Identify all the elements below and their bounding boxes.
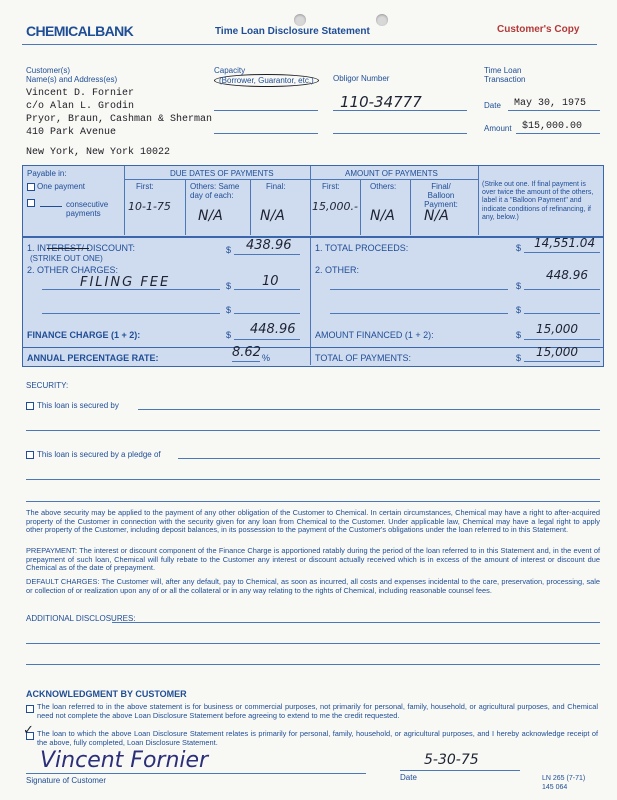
disclosure-line [26, 664, 600, 665]
other-charge-line [42, 313, 220, 314]
capacity-options: (Borrower, Guarantor, etc.) [214, 74, 319, 87]
security-line [26, 479, 600, 480]
signature-line [26, 773, 366, 774]
customer-address-2: Pryor, Braun, Cashman & Sherman [26, 114, 213, 125]
column-divider [410, 179, 411, 235]
pledge-line [178, 458, 600, 459]
header-divider [124, 179, 478, 180]
amount-line [516, 133, 600, 134]
final-date-label: Final: [266, 182, 286, 191]
customer-address-3: 410 Park Avenue [26, 127, 117, 138]
interest-amount: 438.96 [246, 238, 292, 253]
total-proceeds-label: 1. TOTAL PROCEEDS: [315, 243, 409, 253]
column-divider [360, 179, 361, 235]
capacity-label: Capacity [214, 66, 246, 75]
transaction-label: Transaction [484, 75, 526, 84]
date-line [508, 110, 600, 111]
prepayment-paragraph: PREPAYMENT: The interest or discount component of the Finance Charge is apportioned ratably during the period of the loan referred to in this Statement and, in the event of prepayment of such loan, Chemical will fully rebate to the Customer any interest or discount actually received which is in excess of the amount of interest or discount due Chemical as of the date of prepayment. [26, 546, 600, 573]
column-divider [478, 166, 479, 235]
finance-charge-amount: 448.96 [250, 322, 296, 337]
dollar-sign: $ [516, 305, 522, 315]
default-charges-paragraph: DEFAULT CHARGES: The Customer will, after any default, pay to Chemical, as soon as incurred, all costs and expenses incidental to the care, preservation, processing, sale or collection of or realization upon any of or all the collateral or in any way relating to the rights of Chemical, including reasonable counsel fees. [26, 577, 600, 595]
security-label: SECURITY: [26, 381, 69, 390]
disclosure-line [26, 643, 600, 644]
column-divider [185, 179, 186, 235]
dollar-sign: $ [226, 330, 232, 340]
other-charge-amount-line [234, 313, 300, 314]
obligor-number: 110-34777 [340, 93, 422, 111]
bank-logo: CHEMICALBANK [26, 23, 134, 39]
security-paragraph: The above security may be applied to the payment of any other obligation of the Customer to Chemical. In certain circumstances, Chemical may have a right to after-acquired property of the Customer in connection with the security given for any loan from Chemical to the Customer. Under applicable law, Chemical may have a legal right to apply other property of the Customer, including deposit balances, in its possession to the payment of the Customer's obligations under the loan referred to in this Statement. [26, 508, 600, 535]
total-proceeds-amount: 14,551.04 [534, 236, 596, 250]
header-rule [22, 44, 597, 45]
filing-fee-amount: 10 [262, 274, 279, 289]
date-signed-label: Date [400, 773, 417, 782]
secured-by-label: This loan is secured by [37, 401, 119, 410]
apr-line [232, 361, 260, 362]
customer-address-label: Name(s) and Address(es) [26, 75, 118, 84]
final-amount: N/A [424, 208, 449, 224]
total-payments-amount: 15,000 [536, 345, 578, 359]
check-mark-icon: ✓ [23, 723, 34, 738]
obligor-label: Obligor Number [333, 74, 390, 83]
personal-purpose-paragraph: The loan to which the above Loan Disclosure Statement relates is primarily for personal, family, household, or agricultural purposes, and I hereby acknowledge receipt of the above, fully completed, Loan Disclosure Statement. [37, 729, 598, 747]
transaction-date: May 30, 1975 [514, 98, 587, 109]
filing-fee-text: FILING FEE [80, 275, 171, 290]
secured-by-checkbox[interactable] [26, 402, 34, 410]
others-amount-label: Others: [370, 182, 397, 191]
total-payments-label: TOTAL OF PAYMENTS: [315, 353, 412, 363]
payable-in-label: Payable in: [27, 169, 67, 178]
business-purpose-checkbox[interactable] [26, 705, 34, 713]
capacity-line [214, 110, 318, 111]
security-line [26, 501, 600, 502]
other-charges-label: 2. OTHER CHARGES: [27, 265, 119, 275]
other-label: 2. OTHER: [315, 265, 360, 275]
column-divider [124, 166, 125, 235]
amount-financed-label: AMOUNT FINANCED (1 + 2): [315, 330, 434, 340]
other-line [330, 289, 508, 290]
column-divider [310, 166, 311, 235]
additional-disclosures-label: ADDITIONAL DISCLOSURES: [26, 614, 136, 623]
dollar-sign: $ [226, 305, 232, 315]
others-amount: N/A [370, 208, 395, 224]
signature-date: 5-30-75 [424, 752, 479, 768]
consecutive-count-line [40, 206, 62, 207]
total-payments-line [524, 361, 600, 362]
final-due-date: N/A [260, 208, 285, 224]
punch-hole [294, 14, 306, 26]
security-line [26, 430, 600, 431]
signature-label: Signature of Customer [26, 776, 107, 785]
first-amount: 15,000.- [312, 200, 358, 213]
apr-unit: % [262, 353, 271, 363]
due-dates-header: DUE DATES OF PAYMENTS [170, 169, 274, 178]
filing-fee-amount-line [234, 289, 300, 290]
first-due-date: 10-1-75 [128, 200, 171, 213]
amount-label: Amount [484, 124, 512, 133]
final-balloon-label: Final/ Balloon Payment: [424, 182, 458, 209]
apr-value: 8.62 [232, 345, 261, 360]
pledge-label: This loan is secured by a pledge of [37, 450, 161, 459]
total-proceeds-line [524, 252, 600, 253]
acknowledgment-title: ACKNOWLEDGMENT BY CUSTOMER [26, 689, 187, 699]
form-code: 145 064 [542, 784, 568, 791]
customer-signature: Vincent Fornier [40, 748, 209, 773]
others-due-date: N/A [198, 208, 223, 224]
secured-by-line [138, 409, 600, 410]
business-purpose-paragraph: The loan referred to in the above statement is for business or commercial purposes, not primarily for personal, family, household, or agricultural purposes, and Chemical need not complete the above Loan Disclosure Statement before agreeing to extend to me the credit requested. [37, 702, 598, 720]
consecutive-payments-label: consecutive payments [66, 200, 109, 218]
dollar-sign: $ [226, 281, 232, 291]
obligor-line [333, 133, 467, 134]
first-date-label: First: [136, 182, 154, 191]
dollar-sign: $ [516, 243, 522, 253]
capacity-line [214, 133, 318, 134]
amount-financed-line [524, 339, 600, 340]
disclosure-line [112, 622, 600, 623]
pledge-checkbox[interactable] [26, 451, 34, 459]
punch-hole [376, 14, 388, 26]
one-payment-checkbox[interactable] [27, 183, 35, 191]
dollar-sign: $ [516, 281, 522, 291]
one-payment-label: One payment [37, 182, 86, 191]
time-loan-label: Time Loan [484, 66, 522, 75]
other-amount: 448.96 [546, 268, 588, 282]
customer-name: Vincent D. Fornier [26, 88, 135, 99]
balloon-note: (Strike out one. If final payment is over twice the amount of the others, label it a "Balloon Payment" and indicate conditions of refinancing, if any, below.) [482, 181, 594, 221]
customer-address-1: c/o Alan L. Grodin [26, 101, 135, 112]
other-amount-line [524, 313, 600, 314]
interest-label: 1. INTEREST/ DISCOUNT: [27, 243, 136, 253]
apr-label: ANNUAL PERCENTAGE RATE: [27, 353, 159, 363]
charges-divider [310, 238, 311, 365]
customer-label: Customer(s) [26, 66, 71, 75]
amount-financed-amount: 15,000 [536, 322, 578, 336]
dollar-sign: $ [226, 245, 232, 255]
dollar-sign: $ [516, 330, 522, 340]
copy-label: Customer's Copy [497, 24, 580, 35]
amount-header: AMOUNT OF PAYMENTS [345, 169, 438, 178]
form-number: LN 265 (7-71) [542, 775, 586, 782]
other-amount-line [524, 289, 600, 290]
first-amount-label: First: [322, 182, 340, 191]
customer-city: New York, New York 10022 [26, 147, 171, 158]
transaction-amount: $15,000.00 [522, 121, 583, 132]
date-line [400, 770, 520, 771]
form-title: Time Loan Disclosure Statement [215, 26, 370, 37]
column-divider [250, 179, 251, 235]
strike-note: (STRIKE OUT ONE) [30, 254, 103, 263]
apr-divider [22, 347, 604, 348]
finance-charge-label: FINANCE CHARGE (1 + 2): [27, 330, 141, 340]
interest-strike [47, 248, 89, 249]
date-label: Date [484, 101, 501, 110]
dollar-sign: $ [516, 353, 522, 363]
others-date-label: Others: Same day of each: [190, 182, 240, 200]
consecutive-payments-checkbox[interactable] [27, 199, 35, 207]
interest-amount-line [234, 254, 300, 255]
other-line [330, 313, 508, 314]
finance-charge-line [234, 339, 300, 340]
